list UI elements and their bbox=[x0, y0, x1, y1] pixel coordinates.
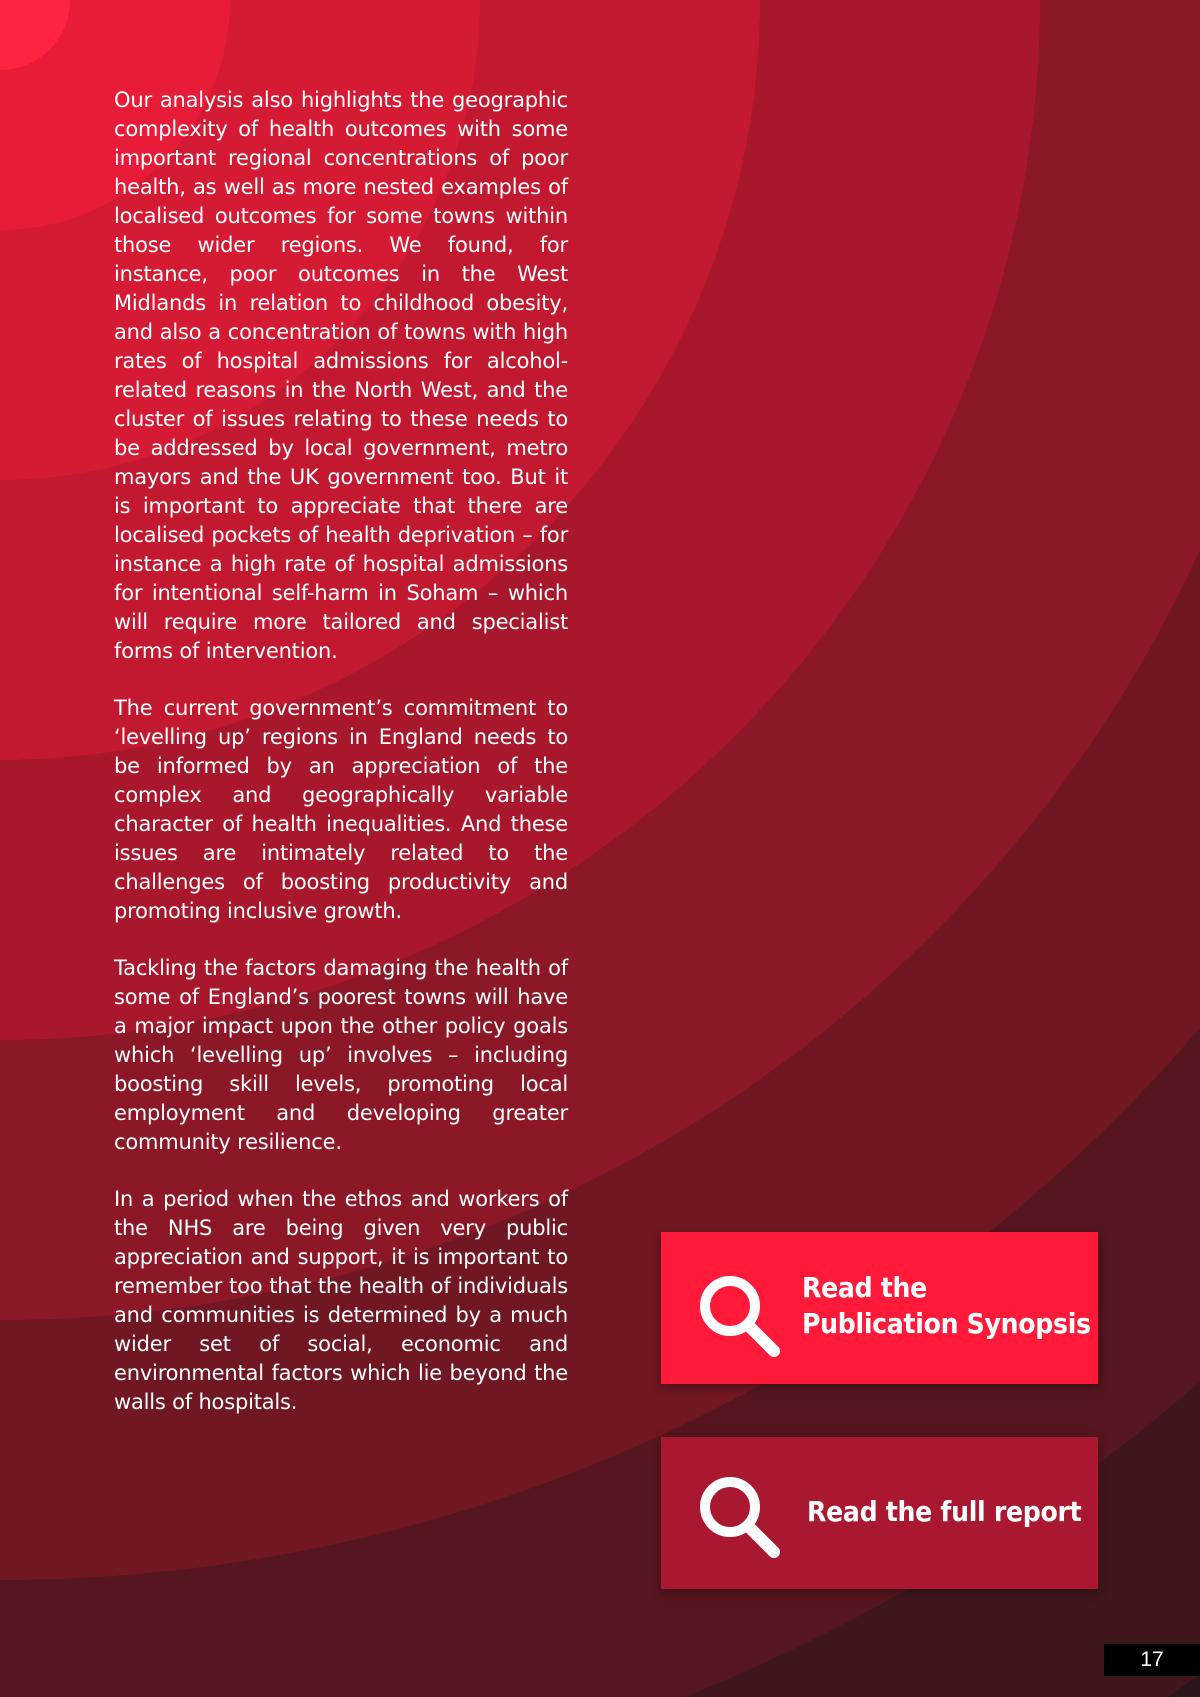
magnifier-icon bbox=[693, 1272, 783, 1362]
magnifier-icon bbox=[693, 1473, 783, 1563]
synopsis-label-line2: Publication Synopsis bbox=[802, 1307, 1091, 1340]
synopsis-label-line1: Read the bbox=[802, 1271, 927, 1304]
page-number: 17 bbox=[1104, 1644, 1200, 1676]
paragraph-levelling-up: The current government’s commitment to ‘levelling up’ regions in England needs to be informed by an appreciation of the complex and geographically variable character of health inequalities. And these issues are intimately related to the challenges of boosting productivity and promoting inclusive growth. bbox=[114, 696, 568, 923]
read-synopsis-button[interactable] bbox=[661, 1232, 1098, 1384]
report-button-label: Read the full report bbox=[807, 1495, 1082, 1528]
paragraph-nhs: In a period when the ethos and workers of the NHS are being given very public appreciation and support, it is important to remember too that the health of individuals and communities is determined by a much wider set of social, economic and environmental factors which lie beyond the walls of hospitals. bbox=[114, 1187, 568, 1414]
paragraph-analysis: Our analysis also highlights the geographic complexity of health outcomes with some important regional concentrations of poor health, as well as more nested examples of localised outcomes for some towns within those wider regions. We found, for instance, poor outcomes in the West Midlands in relation to childhood obesity, and also a concentration of towns with high rates of hospital admissions for alcohol-related reasons in the North West, and the cluster of issues relating to these needs to be addressed by local government, metro mayors and the UK government too. But it is important to appreciate that there are localised pockets of health deprivation – for instance a high rate of hospital admissions for intentional self-harm in Soham – which will require more tailored and specialist forms of intervention. bbox=[114, 88, 568, 663]
synopsis-button-label bbox=[802, 1270, 1091, 1342]
paragraph-tackling-factors: Tackling the factors damaging the health of some of England’s poorest towns will have a major impact upon the other policy goals which ‘levelling up’ involves – including boosting skill levels, promoting local employment and developing greater community resilience. bbox=[114, 956, 568, 1154]
read-full-report-button[interactable] bbox=[661, 1437, 1098, 1589]
body-text bbox=[114, 86, 568, 1445]
